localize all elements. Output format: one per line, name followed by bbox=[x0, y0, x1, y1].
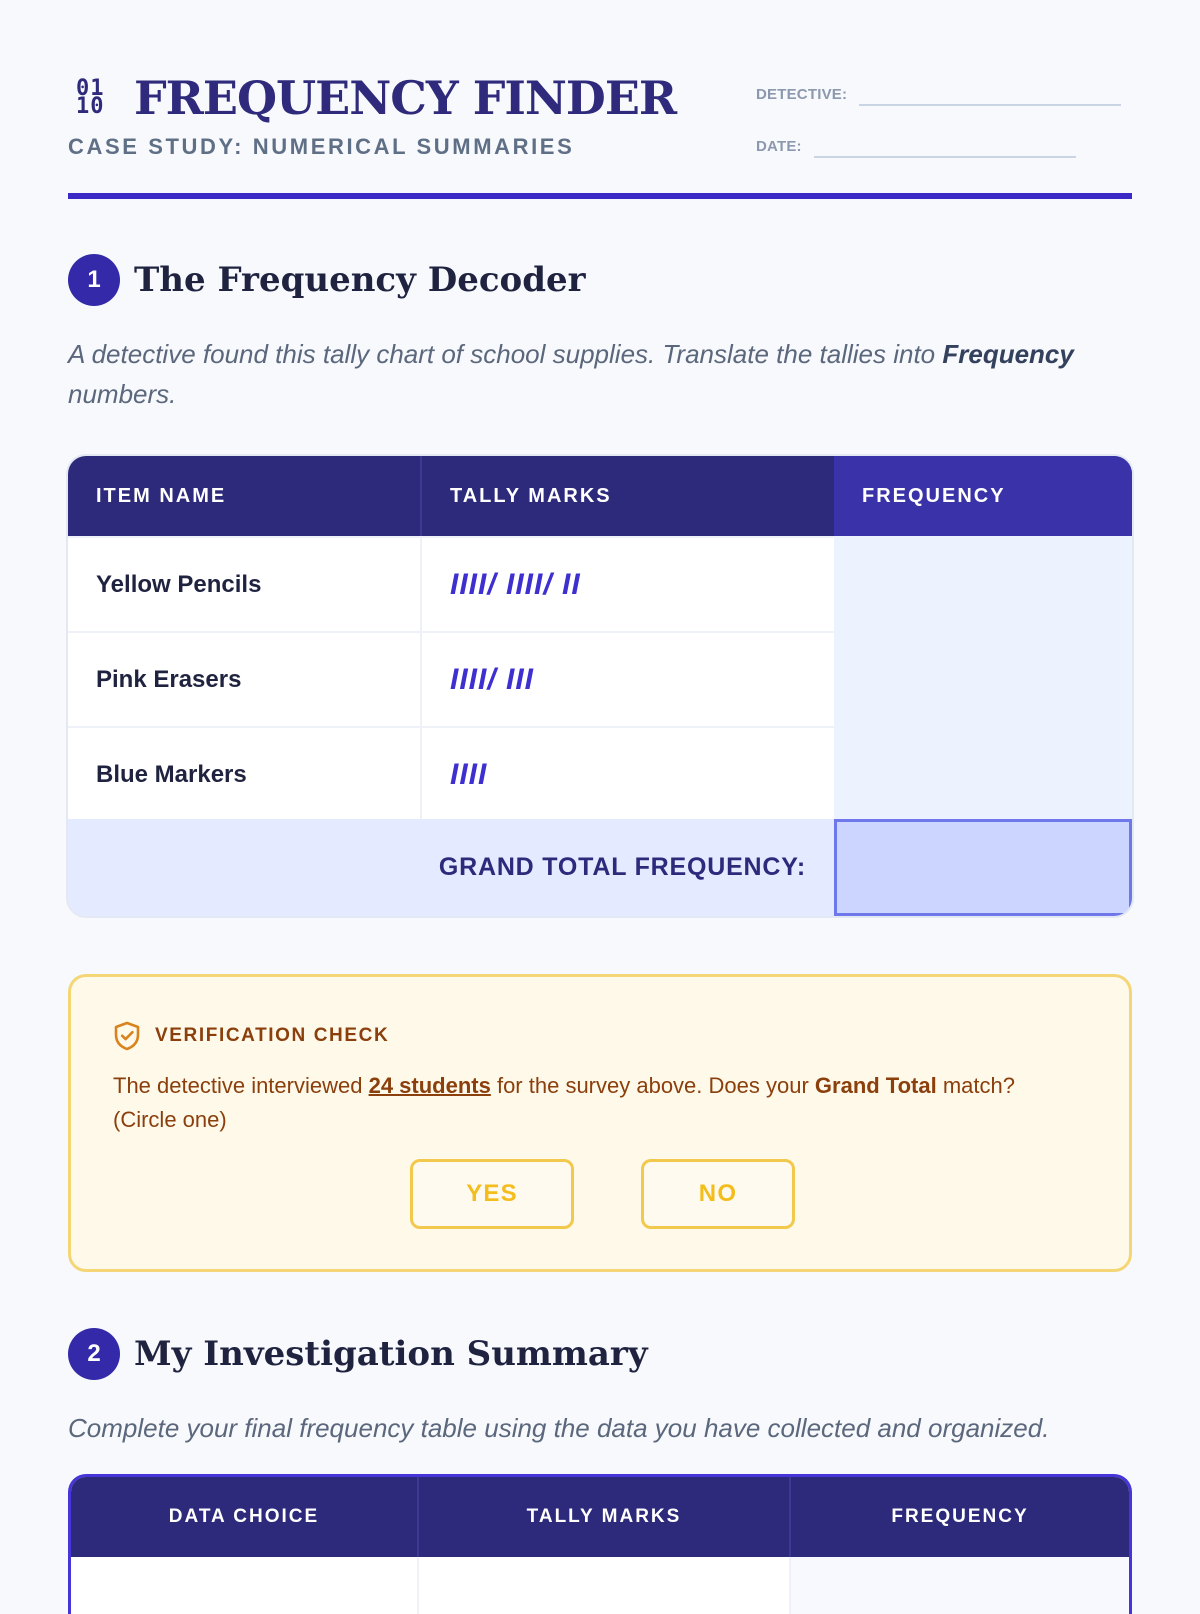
date-field-label: DATE: bbox=[756, 137, 802, 155]
section-1-intro bbox=[68, 334, 1132, 414]
verification-text-prefix: The detective interviewed bbox=[113, 1073, 369, 1098]
data-choice-cell[interactable] bbox=[71, 1557, 417, 1614]
header-divider bbox=[68, 193, 1132, 199]
brand-row bbox=[76, 72, 676, 124]
grand-total-row bbox=[68, 819, 1132, 916]
table-row bbox=[68, 631, 834, 726]
frequency-table-header bbox=[68, 456, 1132, 536]
frequency-decoder-table bbox=[68, 456, 1132, 916]
section-1-intro-prefix: A detective found this tally chart of school supplies. Translate the tallies into bbox=[68, 339, 943, 369]
verification-header bbox=[113, 1021, 389, 1051]
worksheet-header bbox=[68, 0, 1132, 200]
section-2-heading bbox=[68, 1328, 648, 1380]
student-count-highlight: 24 students bbox=[368, 1073, 491, 1098]
page-title: FREQUENCY FINDER bbox=[134, 71, 677, 125]
page-subtitle: CASE STUDY: NUMERICAL SUMMARIES bbox=[68, 134, 575, 159]
section-1-number: 1 bbox=[68, 254, 120, 306]
section-1-intro-suffix: numbers. bbox=[68, 379, 177, 409]
verification-text-suffix: match? (Circle one) bbox=[113, 1073, 1015, 1132]
binary-icon bbox=[76, 76, 112, 120]
grand-total-label: GRAND TOTAL FREQUENCY: bbox=[438, 853, 806, 881]
tally-marks-cell: IIII bbox=[420, 728, 834, 821]
section-1-title: The Frequency Decoder bbox=[134, 260, 586, 300]
verification-title: VERIFICATION CHECK bbox=[155, 1025, 390, 1046]
grand-total-emphasis: Grand Total bbox=[814, 1073, 937, 1098]
item-name-cell: Blue Markers bbox=[96, 760, 247, 788]
detective-field-label: DETECTIVE: bbox=[756, 85, 848, 103]
item-name-header: ITEM NAME bbox=[96, 484, 227, 507]
detective-field-row bbox=[756, 82, 1121, 106]
section-1-intro-frequency: Frequency bbox=[942, 339, 1074, 369]
verification-check-box bbox=[68, 974, 1132, 1272]
table-row bbox=[68, 726, 834, 821]
binary-icon-bottom: 10 bbox=[76, 94, 105, 119]
item-name-cell: Pink Erasers bbox=[96, 665, 242, 693]
section-2-number: 2 bbox=[68, 1328, 120, 1380]
summary-frequency-header: FREQUENCY bbox=[789, 1477, 1129, 1557]
summary-frequency-cell[interactable] bbox=[789, 1557, 1129, 1614]
table-row bbox=[68, 536, 834, 631]
grand-total-answer-box[interactable] bbox=[834, 819, 1132, 916]
frequency-header: FREQUENCY bbox=[834, 456, 1132, 536]
frequency-answer-column[interactable] bbox=[834, 536, 1132, 819]
table-row bbox=[71, 1557, 1129, 1614]
date-field-row bbox=[756, 134, 1076, 158]
binary-icon-top: 01 bbox=[76, 76, 105, 101]
detective-answer-line[interactable] bbox=[859, 104, 1121, 106]
tally-marks-header: TALLY MARKS bbox=[420, 456, 834, 536]
summary-tally-marks-header: TALLY MARKS bbox=[417, 1477, 789, 1557]
yes-choice[interactable]: YES bbox=[410, 1159, 574, 1229]
tally-marks-cell: IIII/ III bbox=[420, 633, 834, 726]
investigation-summary-table bbox=[68, 1474, 1132, 1614]
section-1-heading bbox=[68, 254, 586, 306]
item-name-cell: Yellow Pencils bbox=[96, 570, 262, 598]
section-2-intro: Complete your final frequency table using the data you have collected and organized. bbox=[68, 1413, 1050, 1443]
no-choice[interactable]: NO bbox=[641, 1159, 795, 1229]
verification-text-middle: for the survey above. Does your bbox=[490, 1073, 815, 1098]
data-choice-header: DATA CHOICE bbox=[168, 1506, 320, 1527]
summary-table-header bbox=[71, 1477, 1129, 1557]
verification-question bbox=[113, 1069, 1077, 1137]
tally-marks-cell: IIII/ IIII/ II bbox=[420, 538, 834, 631]
shield-check-icon bbox=[113, 1021, 141, 1051]
date-answer-line[interactable] bbox=[814, 156, 1076, 158]
section-2-title: My Investigation Summary bbox=[134, 1334, 648, 1374]
summary-tally-cell[interactable] bbox=[417, 1557, 789, 1614]
